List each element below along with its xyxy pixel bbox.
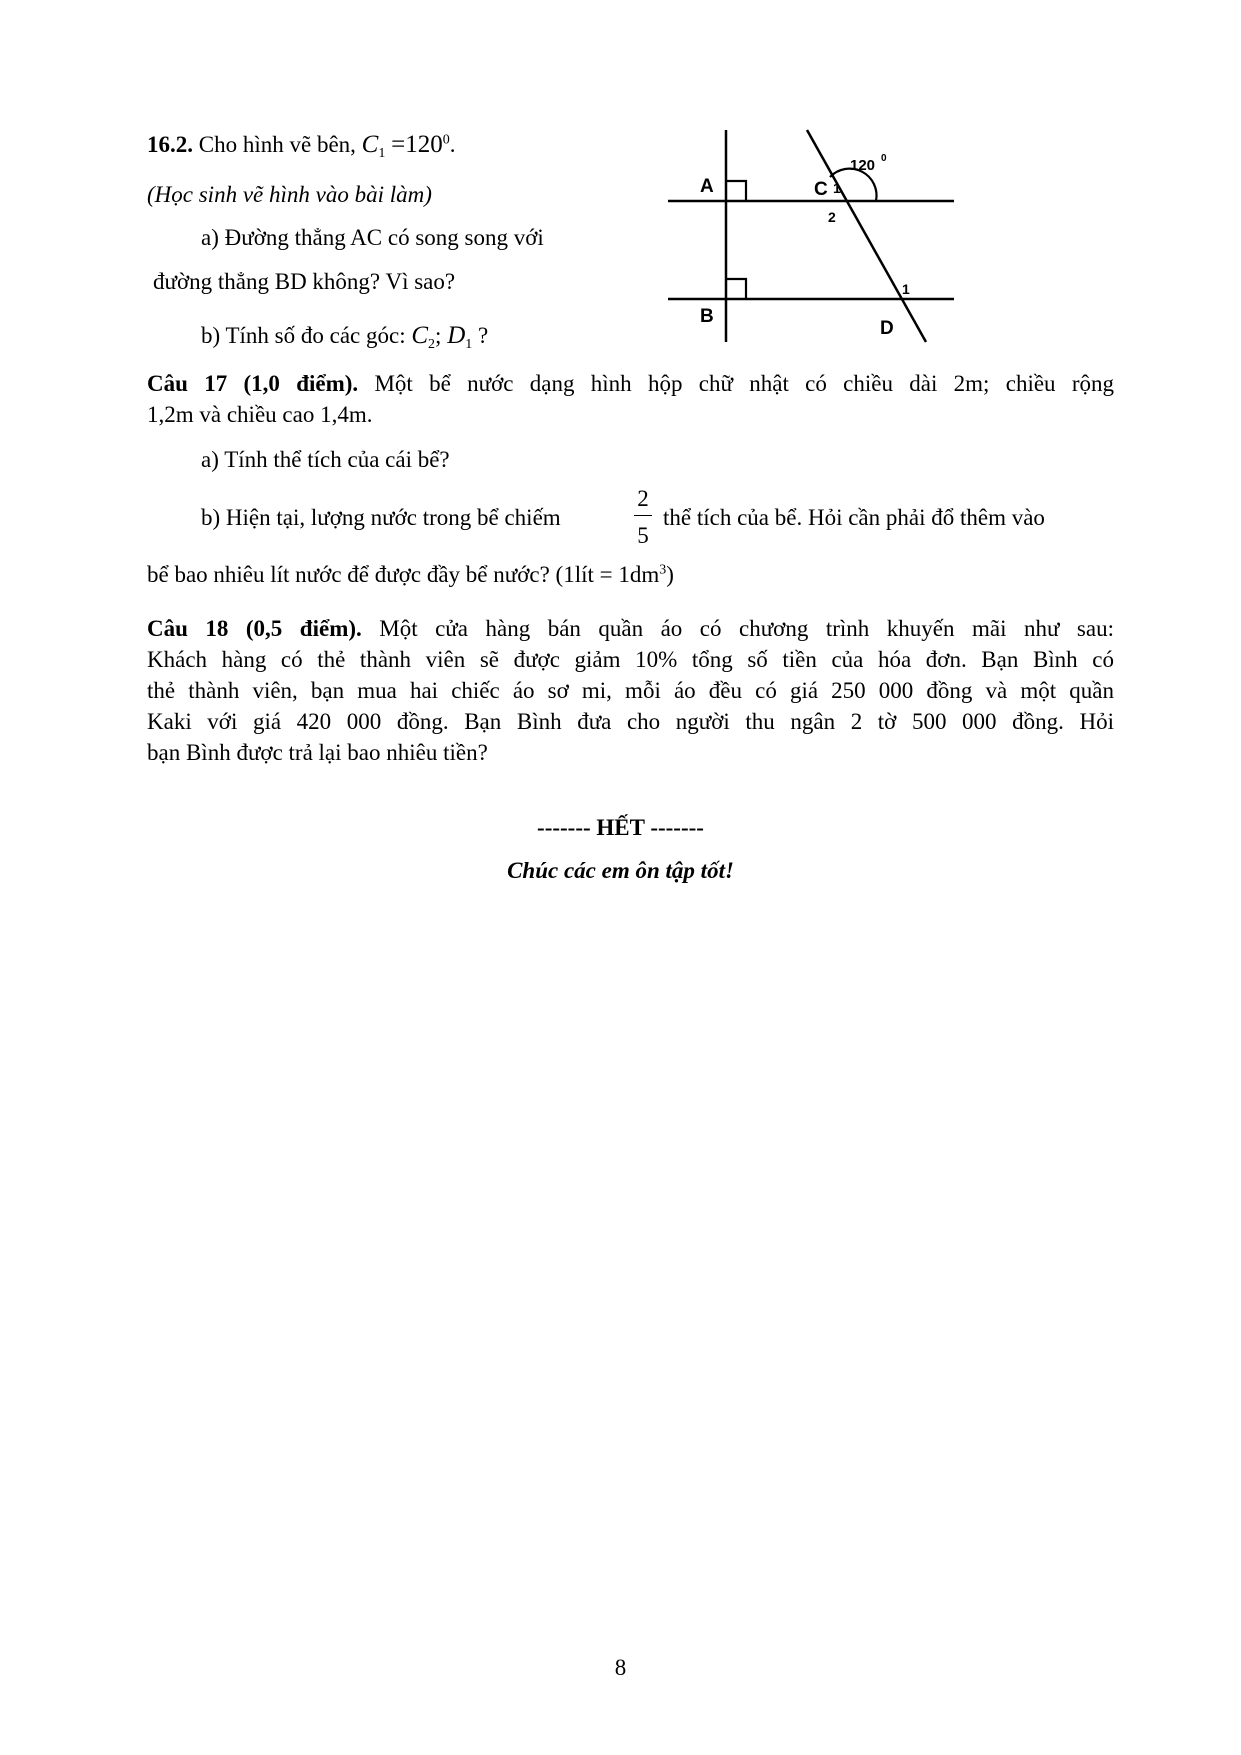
q17-part-b-line2 [147,561,674,589]
angle-d1-label: 1 [902,281,910,297]
given-end: . [449,132,456,157]
q16-2-statement [147,130,455,163]
angle-d1-sub: 1 [465,337,473,352]
q17-part-b-line2-text: bể bao nhiêu lít nước để được đầy bể nước? (1lít = 1dm [147,562,660,587]
closing-message: Chúc các em ôn tập tốt! [507,858,734,883]
q18-line2: Khách hàng có thẻ thành viên sẽ được giảm 10% tổng số tiền của hóa đơn. Bạn Bình có [147,647,1114,672]
q16-2-number: 16.2. [147,132,193,157]
q18-line1 [147,615,1114,643]
label-d: D [880,318,894,339]
q16-2-note: (Học sinh vẽ hình vào bài làm) [147,182,432,207]
q16-2-part-b-end: ? [478,323,489,348]
geometry-figure [664,120,964,350]
q16-2-part-b-prefix: b) Tính số đo các góc: [201,323,406,348]
q16-2-part-a-line1: a) Đường thẳng AC có song song với [201,225,544,250]
angle-c2-label: 2 [828,209,836,225]
right-angle-mark-b [726,279,746,299]
angle-120-degree: 0 [881,153,887,164]
given-angle-value: =120 [391,131,443,158]
angle-d1: D [447,322,466,349]
right-angle-mark-a [726,181,746,201]
page-number: 8 [614,1655,627,1680]
q16-2-intro: Cho hình vẽ bên, [198,132,356,157]
q17-part-b-suffix: thể tích của bể. Hỏi cần phải đổ thêm vào [663,505,1045,530]
q18-text-line1: Một cửa hàng bán quần áo có chương trình khuyến mãi như sau: [379,616,1114,641]
q17-text-line2: 1,2m và chiều cao 1,4m. [147,402,373,427]
label-c: C [814,179,828,200]
label-b: B [700,306,714,327]
q16-2-part-b [201,321,488,354]
q17-line1 [147,370,1114,398]
fraction-denominator: 5 [637,523,649,548]
angle-120-label: 120 [850,157,876,174]
angle-c1-label: 1 [833,180,841,196]
q17-text-line1: Một bể nước dạng hình hộp chữ nhật có chiều dài 2m; chiều rộng [374,371,1114,396]
given-angle: C [361,131,379,158]
angle-separator: ; [435,323,442,348]
q17-part-a: a) Tính thể tích của cái bể? [201,447,450,472]
q18-line3: thẻ thành viên, bạn mua hai chiếc áo sơ mi, mỗi áo đều có giá 250 000 đồng và một quần [147,678,1114,703]
q18-line4: Kaki với giá 420 000 đồng. Bạn Bình đưa cho người thu ngân 2 tờ 500 000 đồng. Hỏi [147,709,1114,734]
given-angle-sub: 1 [378,146,386,161]
q17-part-b-sup: 3 [659,562,667,578]
angle-c2-sub: 2 [428,337,436,352]
q18-line5: bạn Bình được trả lại bao nhiêu tiền? [147,740,488,765]
q17-part-b-end: ) [666,562,674,587]
q17-part-b-prefix: b) Hiện tại, lượng nước trong bể chiếm [201,505,561,530]
given-angle-degree: 0 [442,132,450,148]
label-a: A [700,176,714,197]
q18-title: Câu 18 (0,5 điểm). [147,616,362,641]
fraction-numerator: 2 [637,486,649,511]
end-mark: ------- HẾT ------- [537,815,704,840]
q17-title: Câu 17 (1,0 điểm). [147,371,359,396]
angle-c2: C [411,322,429,349]
fraction-bar [634,515,652,516]
q16-2-part-a-line2: đường thẳng BD không? Vì sao? [153,269,456,294]
